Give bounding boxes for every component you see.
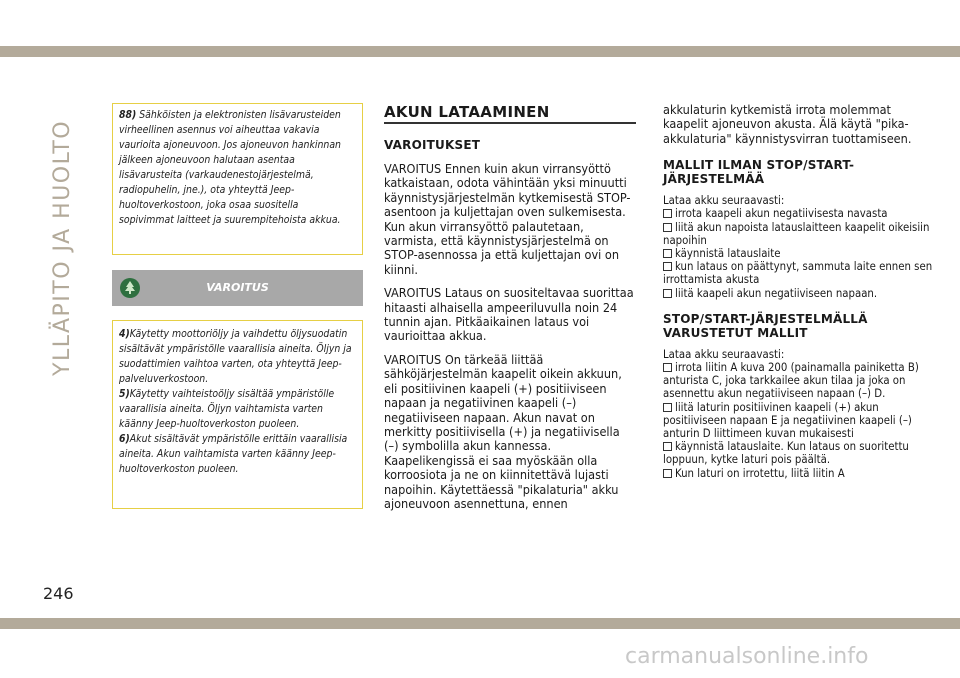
list-item: käynnistä latauslaite. Kun lataus on suoritettu loppuun, kytke laturi pois päältä.: [663, 440, 909, 467]
list-item: käynnistä latauslaite: [663, 247, 933, 260]
list-item: irrota liitin A kuva 200 (painamalla painiketta B) anturista C, joka tarkkailee akun tilaa ja joka on asennettu akun negatiiviseen napaan (–) D.: [663, 361, 919, 401]
checkbox-bullet-icon: [663, 223, 672, 232]
right-column: [663, 103, 933, 480]
warning-paragraph-3: VAROITUS On tärkeää liittää sähköjärjestelmän kaapelit oikein akkuun, eli positiivinen kaapeli (+) positiiviseen napaan ja negatiivinen kaapeli (–) negatiiviseen napaan. Akun navat on merkitty positiivisella (+) ja negatiivisella (–) symbolilla akun kannessa. Kaapelikengissä ei saa myöskään olla korroosiota ja ne on kiinnitettävä lujasti napoihin. Käytettäessä "pikalaturia" akku ajoneuvoon asennettuna, ennen: [384, 351, 622, 511]
warning-header: [112, 270, 363, 306]
subheading-warnings: VAROITUKSET: [384, 138, 481, 152]
note-text: Akut sisältävät ympäristölle erittäin vaarallisia aineita. Akun vaihtamista varten käänny Jeep-huoltoverkoston puoleen.: [119, 433, 348, 475]
note-number: 5): [119, 388, 130, 400]
note-number: 4): [119, 328, 130, 340]
heading-with-stop-start: STOP/START-JÄRJESTELMÄLLÄ VARUSTETUT MALLIT: [663, 311, 868, 340]
page-number: 246: [43, 584, 74, 603]
list-item: kun lataus on päättynyt, sammuta laite ennen sen irrottamista akusta: [663, 260, 933, 287]
warning-paragraph-1: VAROITUS Ennen kuin akun virransyöttö katkaistaan, odota vähintään yksi minuutti käynnistysjärjestelmän kytkemisestä STOP-asentoon ja kuljettajan oven sulkemisesta. Kun akun virransyöttö palautetaan, varmista, että käynnistysjärjestelmä on STOP-asennossa ja että kuljettajan ovi on kiinni.: [384, 161, 631, 277]
checkbox-bullet-icon: [663, 442, 672, 451]
list-item: irrota kaapeli akun negatiivisesta navasta: [663, 207, 933, 220]
checkbox-bullet-icon: [663, 363, 672, 372]
note-text: Käytetty moottoriöljy ja vaihdettu öljysuodatin sisältävät ympäristölle vaarallisia aineita. Öljyn ja suodattimien vaihtoa varten, ota yhteyttä Jeep-palveluverkostoon.: [119, 328, 352, 385]
warning-label: VAROITUS: [206, 281, 269, 294]
top-decorative-bar: [0, 46, 960, 57]
note-text: Sähköisten ja elektronisten lisävarusteiden virheellinen asennus voi aiheuttaa vakavia vaurioita ajoneuvoon. Jos ajoneuvon hankinnan jälkeen ajoneuvoon halutaan asentaa lisävarusteita (varkaudenestojärjestelmä, radiopuhelin, jne.), ota yhteyttä Jeep-huoltoverkostoon, joka osaa suositella sopivimmat laitteet ja suurempitehoista akkua.: [119, 109, 341, 226]
note-6: [119, 432, 356, 477]
charging-intro: Lataa akku seuraavasti:: [663, 347, 785, 361]
list-item: liitä akun napoista latauslaitteen kaapelit oikeisiin napoihin: [663, 220, 930, 247]
note-box-88: [112, 103, 363, 255]
list-item: liitä laturin positiivinen kaapeli (+) akun positiiviseen napaan E ja negatiivinen kaapeli (–) anturin D liittimeen kuvan mukaisesti: [663, 400, 912, 441]
bottom-decorative-bar: [0, 618, 960, 629]
checkbox-bullet-icon: [663, 262, 672, 271]
warning-paragraph-2: VAROITUS Lataus on suositeltavaa suorittaa hitaasti alhaisella ampeeriluvulla noin 24 tunnin ajan. Pitkäaikainen lataus voi vaurioittaa akkua.: [384, 285, 634, 344]
list-item: Kun laturi on irrotettu, liitä liitin A: [663, 467, 933, 480]
note-4: [119, 327, 356, 387]
note-88: [119, 108, 356, 228]
checkbox-bullet-icon: [663, 249, 672, 258]
checkbox-bullet-icon: [663, 403, 672, 412]
watermark: carmanualsonline.info: [625, 644, 869, 669]
note-text: Käytetty vaihteistoöljy sisältää ympäristölle vaarallisia aineita. Öljyn vaihtamista varten käänny Jeep-huoltoverkoston puoleen.: [119, 388, 335, 430]
note-number: 6): [119, 433, 130, 445]
charging-intro: Lataa akku seuraavasti:: [663, 194, 785, 208]
continuation-paragraph: akkulaturin kytkemistä irrota molemmat kaapelit ajoneuvon akusta. Älä käytä "pika-akkulaturia" käynnistysvirran tuottamiseen.: [663, 102, 912, 146]
list-item: liitä kaapeli akun negatiiviseen napaan.: [663, 287, 933, 300]
section-side-title: YLLÄPITO JA HUOLTO: [50, 119, 75, 376]
checkbox-bullet-icon: [663, 289, 672, 298]
heading-without-stop-start: MALLIT ILMAN STOP/START-JÄRJESTELMÄÄ: [663, 158, 855, 187]
note-5: [119, 387, 356, 432]
checkbox-bullet-icon: [663, 209, 672, 218]
note-box-environment: [112, 320, 363, 509]
note-number: 88): [119, 109, 137, 121]
middle-column: [384, 103, 636, 511]
checkbox-bullet-icon: [663, 469, 672, 478]
page-heading: AKUN LATAAMINEN: [384, 103, 636, 124]
